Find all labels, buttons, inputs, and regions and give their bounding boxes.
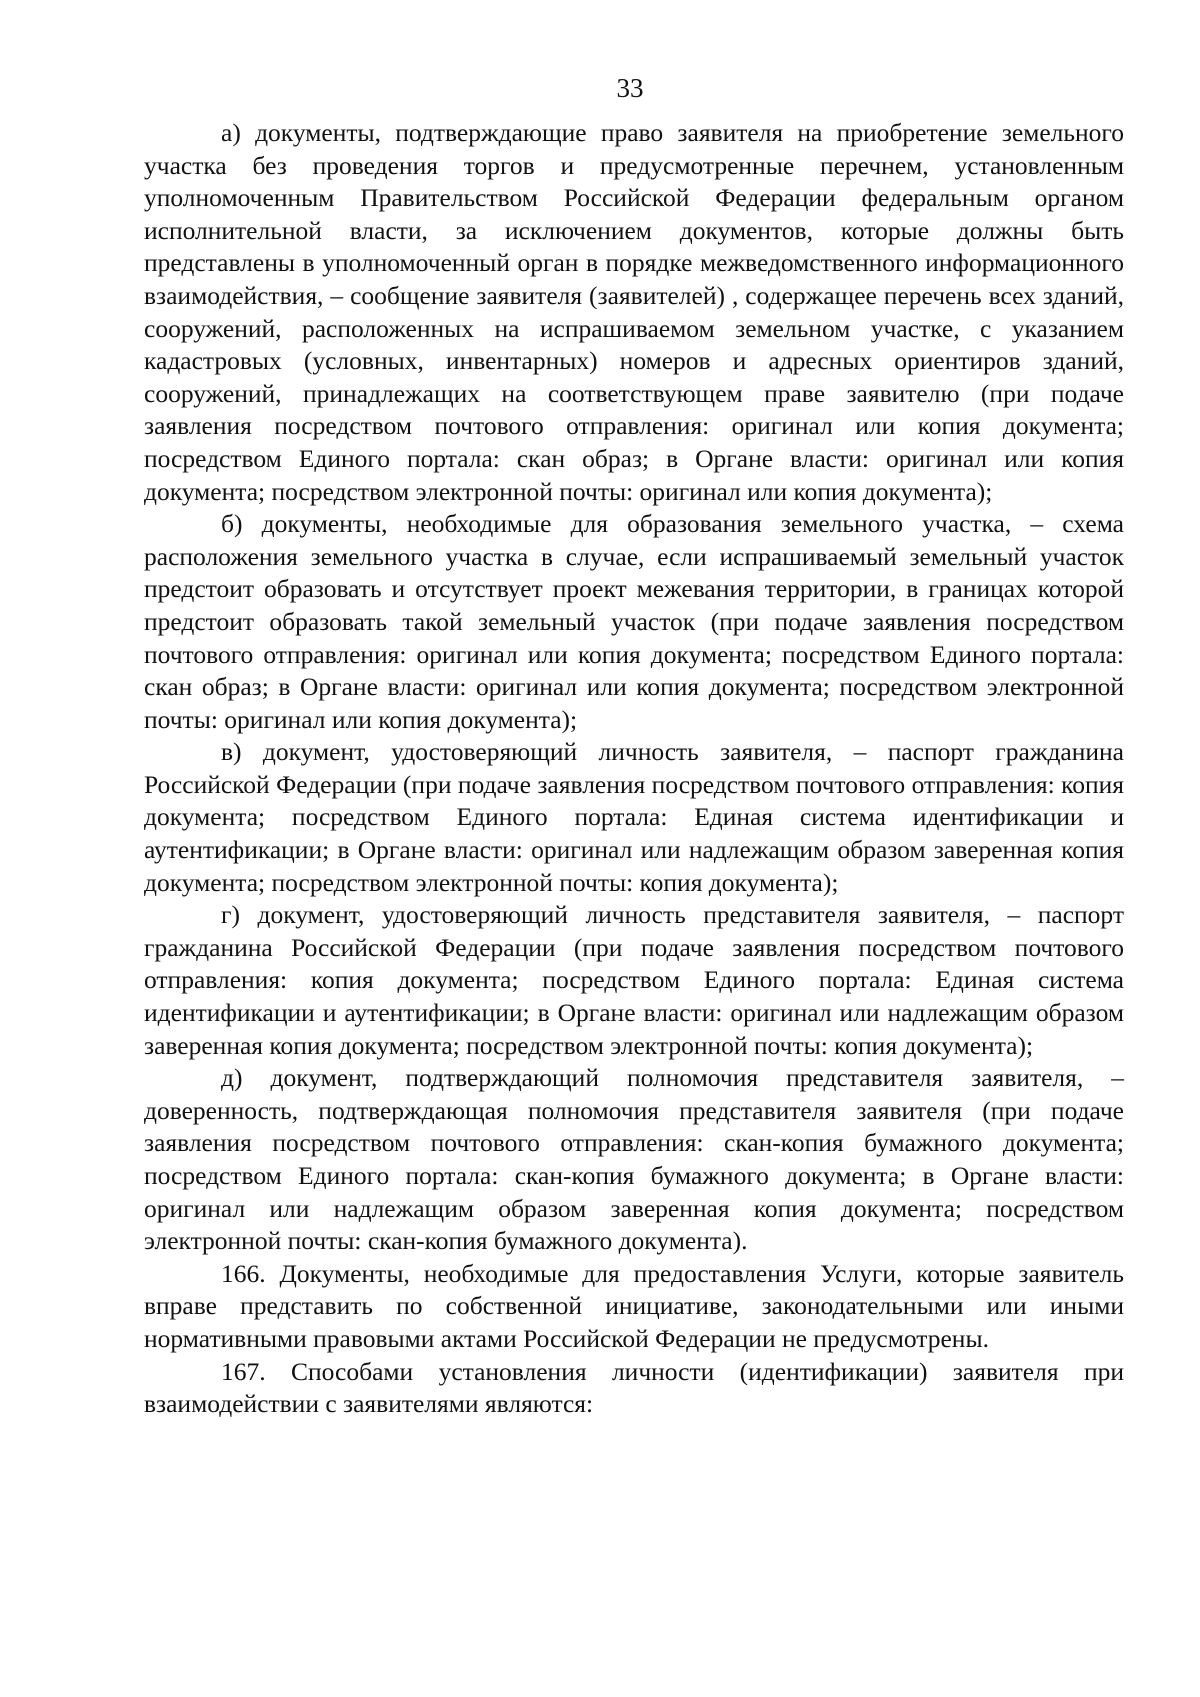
page-number: 33: [616, 73, 644, 103]
paragraph-a-ownership-documents: а) документы, подтверждающие право заявителя на приобретение земельного участка без проведения торгов и предусмотренные перечнем, установленным уполномоченным Правительством Российской Федерации федеральным органом исполнительной власти, за исключением документов, которые должны быть представлены в уполномоченный орган в порядке межведомственного информационного взаимодействия, – сообщение заявителя (заявителей) , содержащее перечень всех зданий, сооружений, расположенных на испрашиваемом земельном участке, с указанием кадастровых (условных, инвентарных) номеров и адресных ориентиров зданий, сооружений, принадлежащих на соответствующем праве заявителю (при подаче заявления посредством почтового отправления: оригинал или копия документа; посредством Единого портала: скан образ; в Органе власти: оригинал или копия документа; посредством электронной почты: оригинал или копия документа);: [144, 118, 1124, 506]
paragraph-167-identification-methods: 167. Способами установления личности (идентификации) заявителя при взаимодействии с заявителями являются:: [144, 1356, 1124, 1419]
document-body: [144, 117, 1124, 1421]
paragraph-g-representative-identity-document: г) документ, удостоверяющий личность представителя заявителя, – паспорт гражданина Российской Федерации (при подаче заявления посредством почтового отправления: копия документа; посредством Единого портала: Единая система идентификации и аутентификации; в Органе власти: оригинал или надлежащим образом заверенная копия документа; посредством электронной почты: копия документа);: [144, 900, 1124, 1060]
paragraph-d-representative-authority-document: д) документ, подтверждающий полномочия представителя заявителя, – доверенность, подтверждающая полномочия представителя заявителя (при подаче заявления посредством почтового отправления: скан-копия бумажного документа; посредством Единого портала: скан-копия бумажного документа; в Органе власти: оригинал или надлежащим образом заверенная копия документа; посредством электронной почты: скан-копия бумажного документа).: [144, 1063, 1124, 1256]
paragraph-166-optional-documents: 166. Документы, необходимые для предоставления Услуги, которые заявитель вправе представить по собственной инициативе, законодательными или иными нормативными правовыми актами Российской Федерации не предусмотрены.: [144, 1258, 1124, 1353]
paragraph-v-applicant-identity-document: в) документ, удостоверяющий личность заявителя, – паспорт гражданина Российской Федерации (при подаче заявления посредством почтового отправления: копия документа; посредством Единого портала: Единая система идентификации и аутентификации; в Органе власти: оригинал или надлежащим образом заверенная копия документа; посредством электронной почты: копия документа);: [144, 737, 1124, 897]
paragraph-b-land-formation-documents: б) документы, необходимые для образования земельного участка, – схема расположения земельного участка в случае, если испрашиваемый земельный участок предстоит образовать и отсутствует проект межевания территории, в границах которой предстоит образовать такой земельный участок (при подаче заявления посредством почтового отправления: оригинал или копия документа; посредством Единого портала: скан образ; в Органе власти: оригинал или копия документа; посредством электронной почты: оригинал или копия документа);: [144, 509, 1124, 734]
